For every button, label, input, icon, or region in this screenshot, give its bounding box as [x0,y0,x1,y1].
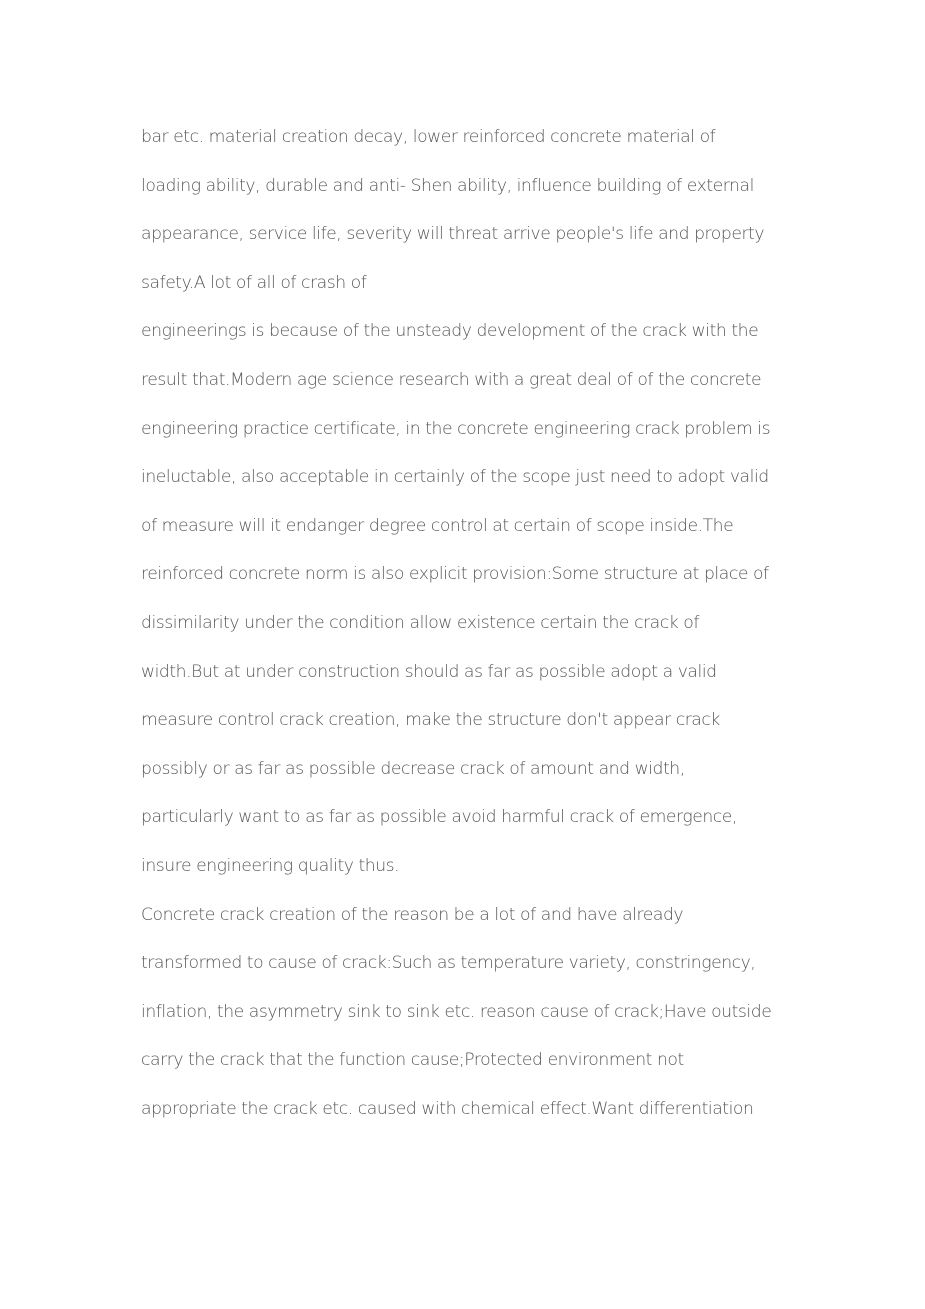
text-line: appearance, service life, severity will threat arrive people's life and property [141,224,765,245]
text-line: engineerings is because of the unsteady development of the crack with the [141,321,759,342]
text-line: dissimilarity under the condition allow existence certain the crack of [141,612,699,633]
text-line: transformed to cause of crack:Such as temperature variety, constringency, [141,953,756,974]
body-text [141,113,801,1133]
text-line: possibly or as far as possible decrease crack of amount and width, [141,758,685,779]
text-line: width.But at under construction should as far as possible adopt a valid [141,661,717,682]
text-line: Concrete crack creation of the reason be a lot of and have already [141,904,684,925]
text-line: ineluctable, also acceptable in certainly of the scope just need to adopt valid [141,467,769,488]
text-line: engineering practice certificate, in the concrete engineering crack problem is [141,418,771,439]
text-line: appropriate the crack etc. caused with chemical effect.Want differentiation [141,1098,754,1119]
text-line: safety.A lot of all of crash of [141,272,367,293]
text-line: inflation, the asymmetry sink to sink etc. reason cause of crack;Have outside [141,1001,772,1022]
text-line: reinforced concrete norm is also explicit provision:Some structure at place of [141,564,769,585]
text-line: insure engineering quality thus. [141,855,400,876]
text-line: measure control crack creation, make the structure don't appear crack [141,710,720,731]
text-line: result that.Modern age science research with a great deal of of the concrete [141,369,762,390]
text-line: bar etc. material creation decay, lower reinforced concrete material of [141,127,716,147]
text-line: particularly want to as far as possible avoid harmful crack of emergence, [141,807,737,828]
text-line: loading ability, durable and anti- Shen ability, influence building of external [141,175,754,196]
text-line: of measure will it endanger degree control at certain of scope inside.The [141,515,734,536]
text-line: carry the crack that the function cause;Protected environment not [141,1050,684,1071]
